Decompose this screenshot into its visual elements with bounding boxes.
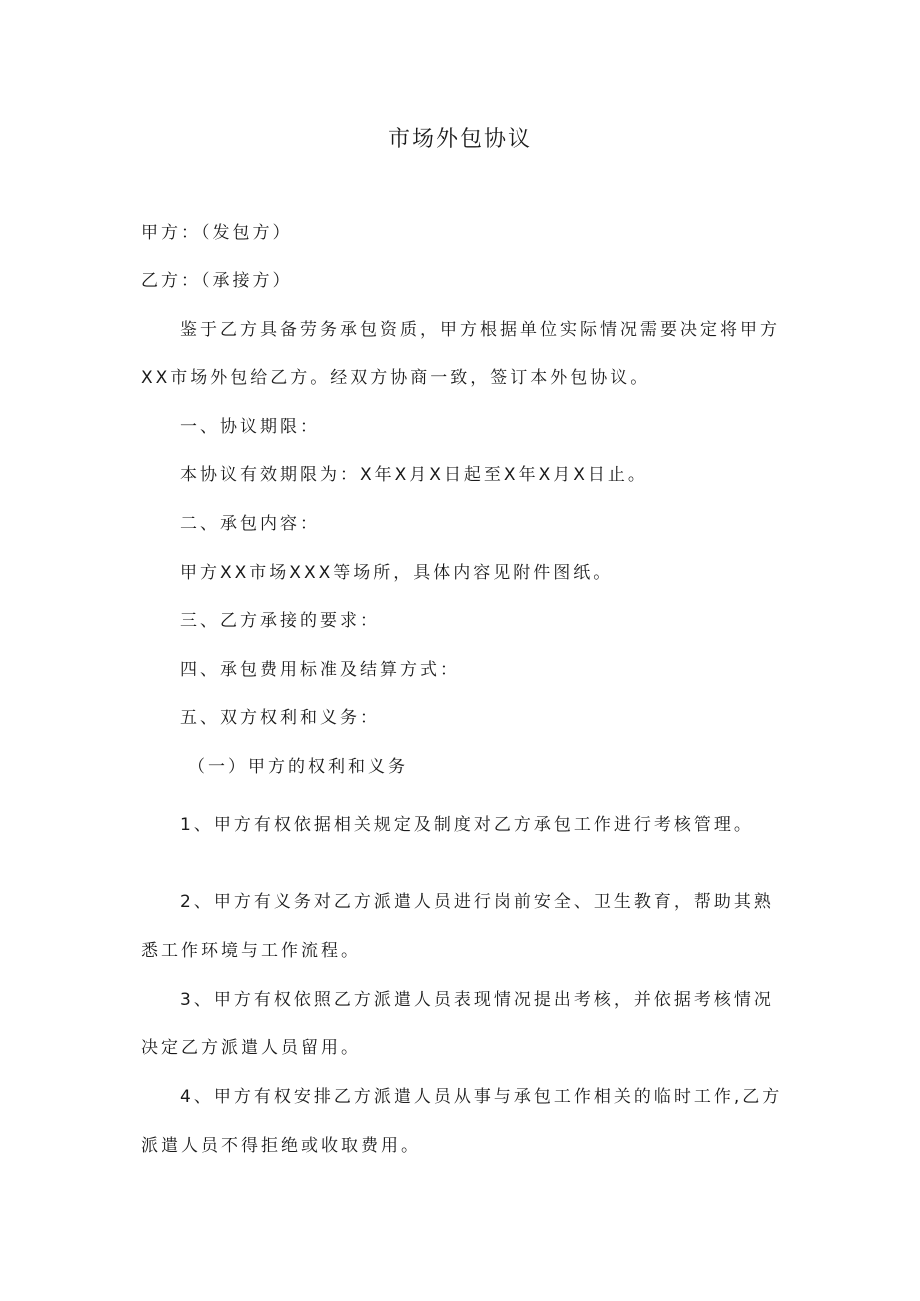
clause-1: 1、甲方有权依据相关规定及制度对乙方承包工作进行考核管理。 bbox=[180, 815, 754, 835]
clause-3-line-2: 决定乙方派遣人员留用。 bbox=[141, 1038, 361, 1058]
clause-3-line-1: 3、甲方有权依照乙方派遣人员表现情况提出考核，并依据考核情况 bbox=[180, 990, 774, 1010]
subsection-1-heading: （一）甲方的权利和义务 bbox=[188, 757, 408, 777]
preamble-line-1: 鉴于乙方具备劳务承包资质，甲方根据单位实际情况需要决定将甲方 bbox=[180, 320, 780, 340]
document-title: 市场外包协议 bbox=[387, 127, 532, 152]
clause-4-line-2: 派遣人员不得拒绝或收取费用。 bbox=[141, 1136, 421, 1156]
clause-2-line-2: 悉工作环境与工作流程。 bbox=[141, 941, 361, 961]
preamble-line-2: XX市场外包给乙方。经双方协商一致，签订本外包协议。 bbox=[141, 368, 651, 388]
clause-2-line-1: 2、甲方有义务对乙方派遣人员进行岗前安全、卫生教育，帮助其熟 bbox=[180, 892, 774, 912]
section-3-heading: 三、乙方承接的要求： bbox=[180, 611, 380, 631]
section-2-heading: 二、承包内容： bbox=[180, 514, 320, 534]
section-1-body: 本协议有效期限为：X年X月X日起至X年X月X日止。 bbox=[180, 465, 648, 485]
section-2-body: 甲方XX市场XXX等场所，具体内容见附件图纸。 bbox=[180, 563, 614, 583]
clause-4-line-1: 4、甲方有权安排乙方派遣人员从事与承包工作相关的临时工作,乙方 bbox=[180, 1087, 783, 1107]
party-b-line: 乙方：（承接方） bbox=[141, 271, 293, 291]
section-4-heading: 四、承包费用标准及结算方式： bbox=[180, 660, 460, 680]
section-5-heading: 五、双方权利和义务： bbox=[180, 708, 380, 728]
party-a-line: 甲方：（发包方） bbox=[141, 223, 293, 243]
section-1-heading: 一、协议期限： bbox=[180, 417, 320, 437]
